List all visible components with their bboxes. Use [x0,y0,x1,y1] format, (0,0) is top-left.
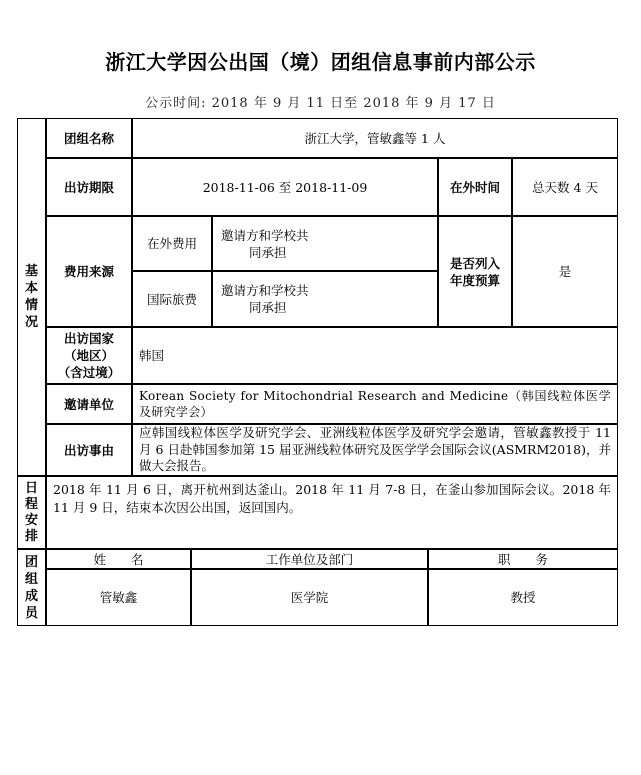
purpose-value: 应韩国线粒体医学及研究学会、亚洲线粒体医学及研究学会邀请，管敏鑫教授于 11 月 6 日赴韩国参加第 15 届亚洲线粒体研究及医学学会国际会议(ASMRM2018)，并做大会报告。 [132,424,618,476]
abroad-cost-label: 在外费用 [132,216,212,271]
member-unit: 医学院 [191,569,428,626]
member-position: 教授 [428,569,618,626]
section-members-label: 团 组 成 员 [17,549,46,626]
travel-cost-value: 邀请方和学校共 同承担 [212,271,438,327]
page-title: 浙江大学因公出国（境）团组信息事前内部公示 [105,50,536,74]
inviter-label: 邀请单位 [46,384,132,424]
period-value: 2018-11-06 至 2018-11-09 [132,158,438,216]
country-value: 韩国 [132,327,618,384]
group-name-value: 浙江大学，管敏鑫等 1 人 [132,118,618,158]
purpose-label: 出访事由 [46,424,132,476]
budget-label: 是否列入 年度预算 [438,216,512,327]
group-name-label: 团组名称 [46,118,132,158]
travel-cost-label: 国际旅费 [132,271,212,327]
section-basic-label: 基 本 情 况 [17,118,46,476]
country-label: 出访国家 （地区） （含过境） [46,327,132,384]
notice-period: 公示时间: 2018 年 9 月 11 日至 2018 年 9 月 17 日 [145,96,496,111]
inviter-value: Korean Society for Mitochondrial Research and Medicine（韩国线粒体医学及研究学会） [132,384,618,424]
funding-label: 费用来源 [46,216,132,327]
period-label: 出访期限 [46,158,132,216]
schedule-text: 2018 年 11 月 6 日，离开杭州到达釜山。2018 年 11 月 7-8 日，在釜山参加国际会议。2018 年 11 月 9 日，结束本次因公出国，返回国内。 [46,476,618,549]
budget-value: 是 [512,216,618,327]
days-abroad-label: 在外时间 [438,158,512,216]
days-abroad-value: 总天数 4 天 [512,158,618,216]
members-header-title: 职 务 [428,549,618,569]
section-schedule-label: 日 程 安 排 [17,476,46,549]
abroad-cost-value: 邀请方和学校共 同承担 [212,216,438,271]
member-name: 管敏鑫 [46,569,191,626]
members-header-name: 姓 名 [46,549,191,569]
members-header-unit: 工作单位及部门 [191,549,428,569]
